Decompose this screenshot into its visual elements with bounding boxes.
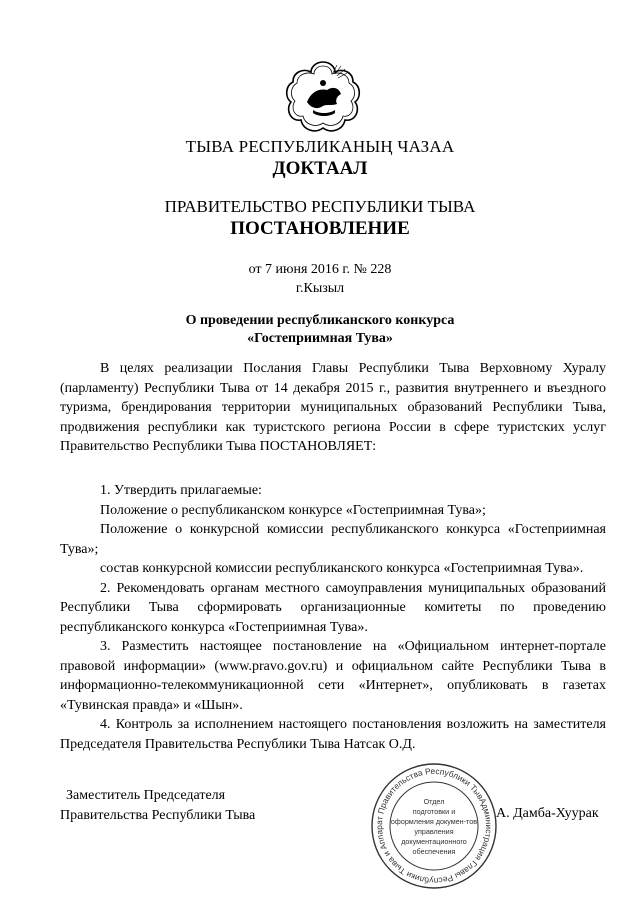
item-1: 1. Утвердить прилагаемые:	[100, 483, 262, 498]
preamble-text: В целях реализации Послания Главы Республики Тыва Верховному Хуралу (парламенту) Республики Тыва от 14 декабря 2015 г., развития внутреннего и въездного туризма, брендирования территории муниципальных образований Республики Тыва, продвижения республики как туристского региона России в сфере туристских услуг Правительство Республики Тыва ПОСТАНОВЛЯЕТ:	[60, 361, 606, 454]
header-tuvan-decree: ДОКТААЛ	[272, 158, 368, 179]
decree-items	[60, 481, 606, 754]
svg-text:Администрация Главы Республики	[368, 760, 500, 892]
stamp-center-line2: подготовки и	[412, 807, 456, 816]
decree-title-line2: «Гостеприимная Тува»	[247, 331, 393, 346]
signatory-position-line2: Правительства Республики Тыва	[60, 808, 256, 823]
header-government: ПРАВИТЕЛЬСТВО РЕСПУБЛИКИ ТЫВА	[164, 197, 476, 216]
signatory-name: А. Дамба-Хуурак	[496, 806, 599, 821]
signatory-position	[60, 786, 255, 826]
item-3: 3. Разместить настоящее постановление на «Официальном интернет-портале правовой информации» (www.pravo.gov.ru) и официальном сайте Республики Тыва в информационно-телекоммуникационной сети «Интернет», опубликовать в газетах «Тувинская правда» и «Шын».	[60, 639, 606, 713]
official-stamp	[368, 760, 500, 892]
item-1a: Положение о республиканском конкурсе «Гостеприимная Тува»;	[100, 502, 486, 518]
stamp-center-line5: документационного	[401, 837, 467, 846]
header-tuvan-government: ТЫВА РЕСПУБЛИКАНЫҢ ЧАЗАА	[185, 137, 455, 156]
signatory-position-line1: Заместитель Председателя	[66, 788, 226, 803]
item-1b: Положение о конкурсной комиссии республиканского конкурса «Гостеприимная Тува»;	[60, 522, 606, 557]
preamble-block	[60, 359, 606, 457]
header-decree: ПОСТАНОВЛЕНИЕ	[230, 218, 410, 239]
stamp-center-line4: управления	[414, 827, 454, 836]
tuva-emblem-icon	[283, 58, 363, 136]
item-4: 4. Контроль за исполнением настоящего постановления возложить на заместителя Председателя Правительства Республики Тыва Натсак О.Д.	[60, 717, 606, 752]
decree-date-number: от 7 июня 2016 г. № 228	[248, 262, 392, 277]
stamp-ring-text: Администрация Главы Республики Тыва и Аппарат Правительства Республики Тыва	[373, 765, 495, 887]
item-1c: состав конкурсной комиссии республиканского конкурса «Гостеприимная Тува».	[100, 561, 584, 576]
stamp-center-line3: оформления докумен-тов	[390, 817, 478, 826]
stamp-center-line1: Отдел	[423, 797, 445, 806]
stamp-center-line6: обеспечения	[412, 847, 456, 856]
decree-title-line1: О проведении республиканского конкурса	[185, 313, 455, 328]
decree-city: г.Кызыл	[295, 281, 345, 296]
item-2: 2. Рекомендовать органам местного самоуправления муниципальных образований Республики Тыва сформировать организационные комитеты по проведению республиканского конкурса «Гостеприимная Тува».	[60, 580, 606, 635]
